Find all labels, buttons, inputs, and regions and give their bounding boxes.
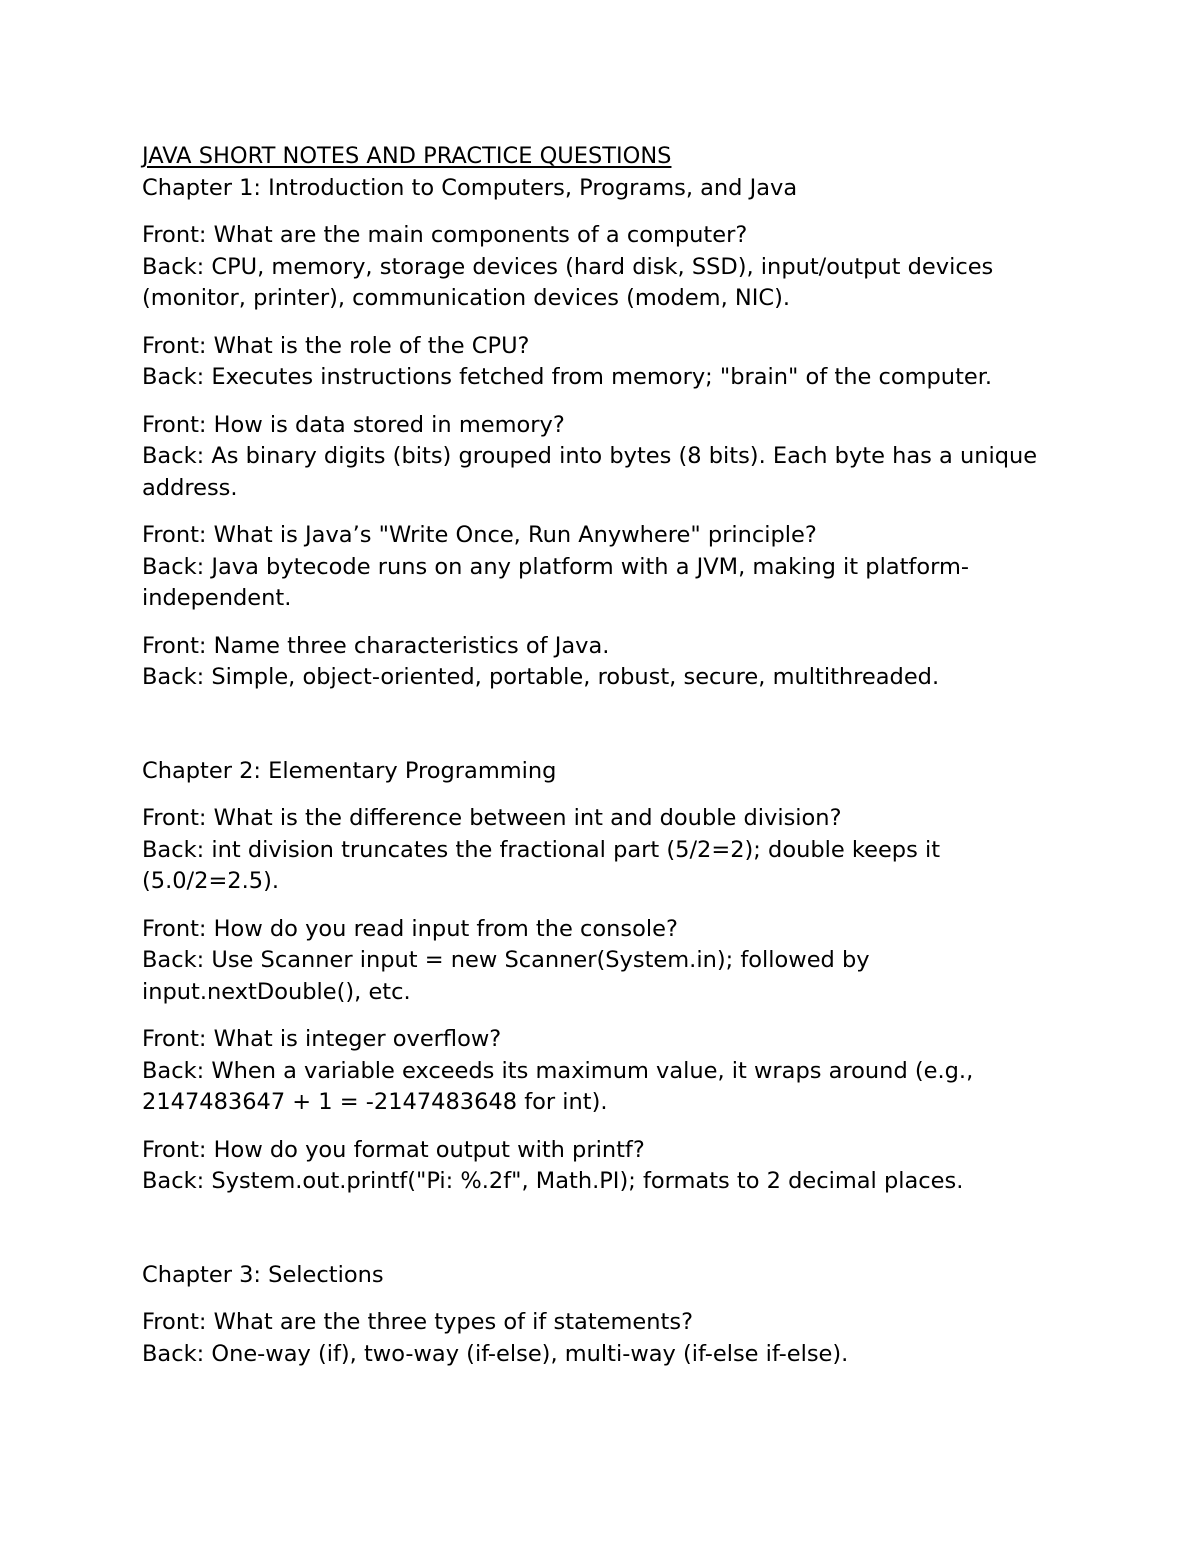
document-title: JAVA SHORT NOTES AND PRACTICE QUESTIONS [142, 143, 672, 169]
chapter-section [142, 756, 1050, 1198]
chapter-section [142, 173, 1050, 694]
flashcard-back: Back: Simple, object-oriented, portable, robust, secure, multithreaded. [142, 664, 940, 690]
flashcard-back: Back: Executes instructions fetched from memory; "brain" of the computer. [142, 364, 993, 390]
flashcard-back: Back: One-way (if), two-way (if-else), multi-way (if-else if-else). [142, 1340, 849, 1367]
flashcard-front: Front: What is Java’s "Write Once, Run Anywhere" principle? [142, 522, 817, 548]
flashcard [142, 631, 1050, 694]
flashcard [142, 410, 1050, 505]
flashcard-back: Back: When a variable exceeds its maximum value, it wraps around (e.g., 2147483647 + 1 = -2147483648 for int). [142, 1057, 974, 1115]
flashcard-back: Back: int division truncates the fractional part (5/2=2); double keeps it (5.0/2=2.5). [142, 836, 941, 894]
flashcard-front: Front: Name three characteristics of Java. [142, 632, 610, 659]
flashcard [142, 1135, 1050, 1198]
flashcard-front: Front: What are the main components of a computer? [142, 222, 748, 248]
flashcard-back: Back: As binary digits (bits) grouped into bytes (8 bits). Each byte has a unique address. [142, 443, 1038, 501]
flashcard-back: Back: CPU, memory, storage devices (hard disk, SSD), input/output devices (monitor, printer), communication devices (modem, NIC). [142, 253, 994, 311]
chapter-heading: Chapter 1: Introduction to Computers, Programs, and Java [142, 174, 798, 201]
flashcard [142, 220, 1050, 315]
flashcard-front: Front: What are the three types of if statements? [142, 1309, 694, 1335]
flashcard-back: Back: Java bytecode runs on any platform with a JVM, making it platform-independent. [142, 553, 970, 611]
flashcard-front: Front: What is the role of the CPU? [142, 332, 530, 359]
flashcard-back: Back: Use Scanner input = new Scanner(System.in); followed by input.nextDouble(), etc. [142, 947, 870, 1005]
flashcard [142, 520, 1050, 615]
chapters-container [142, 173, 1050, 1371]
flashcard-front: Front: How do you read input from the console? [142, 915, 678, 942]
flashcard [142, 914, 1050, 1009]
flashcard-back: Back: System.out.printf("Pi: %.2f", Math.PI); formats to 2 decimal places. [142, 1168, 964, 1194]
flashcard [142, 1024, 1050, 1119]
flashcard [142, 331, 1050, 394]
flashcard-front: Front: How is data stored in memory? [142, 411, 565, 438]
chapter-section [142, 1260, 1050, 1371]
flashcard [142, 803, 1050, 898]
chapter-heading: Chapter 3: Selections [142, 1261, 384, 1288]
flashcard-front: Front: How do you format output with printf? [142, 1136, 645, 1163]
flashcard-front: Front: What is the difference between int and double division? [142, 805, 842, 831]
chapter-heading: Chapter 2: Elementary Programming [142, 757, 557, 784]
flashcard-front: Front: What is integer overflow? [142, 1026, 502, 1052]
flashcard [142, 1307, 1050, 1370]
